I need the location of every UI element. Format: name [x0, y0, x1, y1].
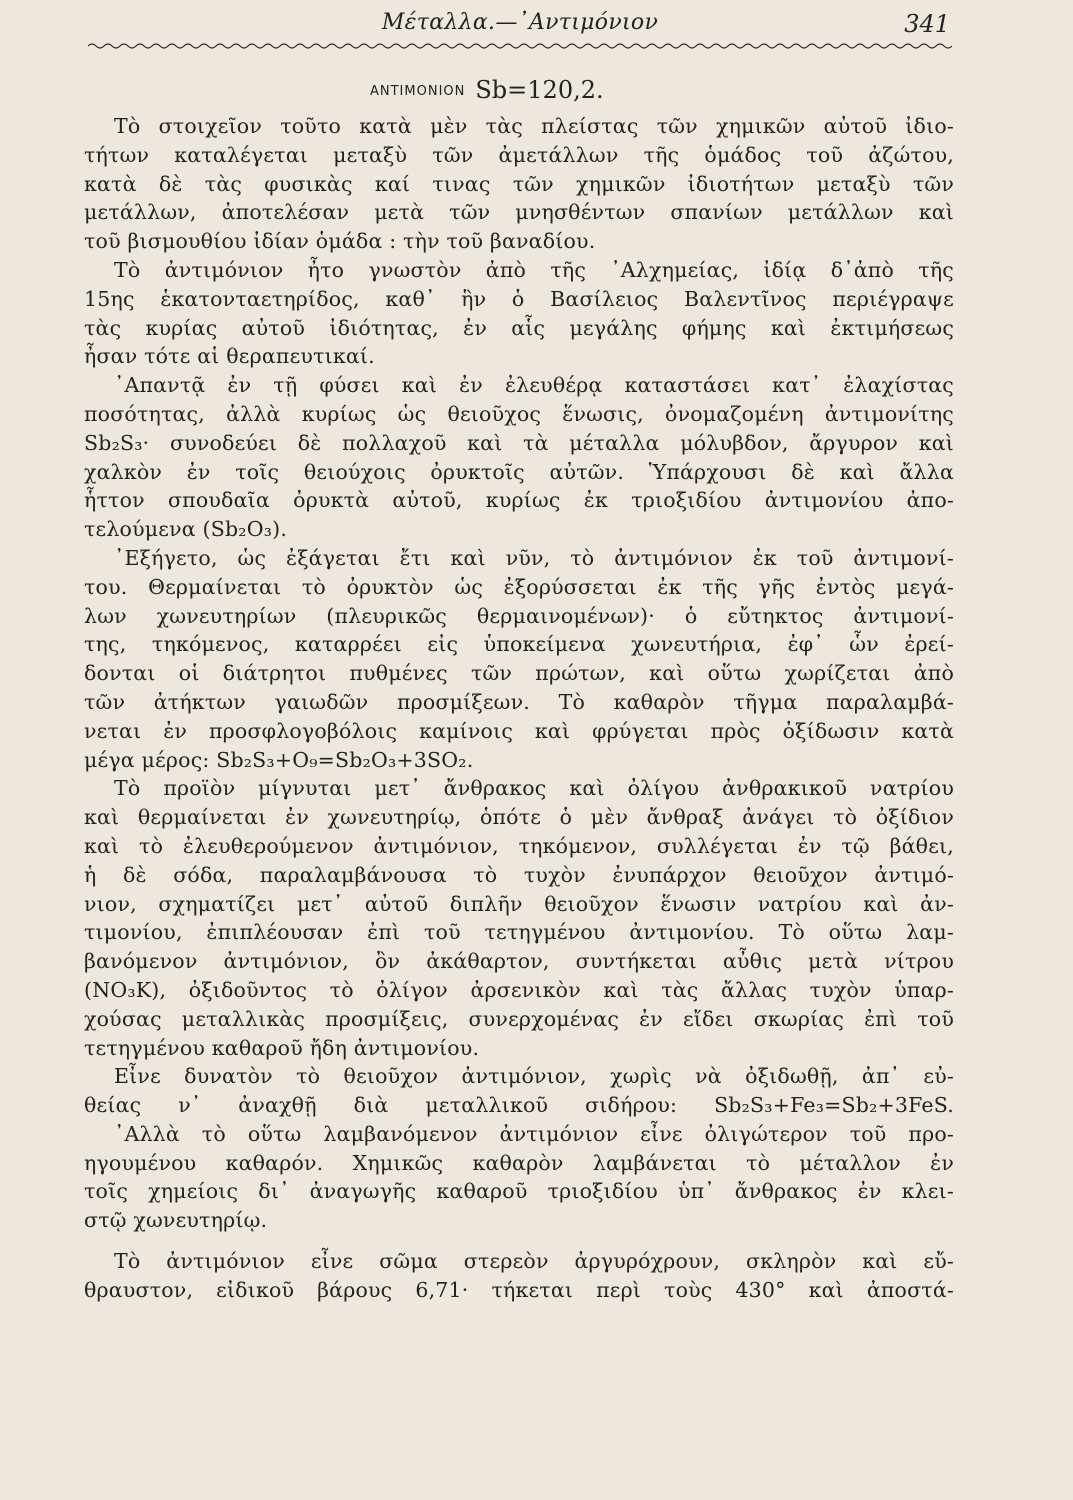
text-line: θραυστον, εἰδικοῦ βάρους 6,71· τήκεται περὶ τοὺς 430° καὶ ἀποστά-: [84, 1277, 954, 1302]
wavy-rule: [88, 40, 952, 52]
text-line: χούσας μεταλλικὰς προσμίξεις, συνερχομένας ἐν εἴδει σκωρίας ἐπὶ τοῦ: [84, 1006, 954, 1031]
text-line: χαλκὸν ἐν τοῖς θειούχοις ὀρυκτοῖς αὐτῶν. Ὑπάρχουσι δὲ καὶ ἄλλα: [84, 459, 954, 484]
text-line: τοῖς χημείοις δι᾿ ἀναγωγῆς καθαροῦ τριοξιδίου ὑπ᾿ ἄνθρακος ἐν κλει-: [84, 1179, 954, 1204]
text-line: τήτων καταλέγεται μεταξὺ τῶν ἀμετάλλων τῆς ὁμάδος τοῦ ἀζώτου,: [84, 142, 954, 167]
text-line: 15ης ἑκατονταετηρίδος, καθ᾿ ἣν ὁ Βασίλειος Βαλεντῖνος περιέγραψε: [84, 286, 954, 311]
text-line: ηγουμένου καθαρόν. Χημικῶς καθαρὸν λαμβάνεται τὸ μέταλλον ἐν: [84, 1150, 954, 1175]
text-line: ᾿Αλλὰ τὸ οὕτω λαμβανόμενον ἀντιμόνιον εἶνε ὀλιγώτερον τοῦ προ-: [114, 1121, 954, 1146]
text-line: τιμονίου, ἐπιπλέουσαν ἐπὶ τοῦ τετηγμένου ἀντιμονίου. Τὸ οὕτω λαμ-: [84, 920, 954, 945]
text-line: ποσότητας, ἀλλὰ κυρίως ὡς θειοῦχος ἕνωσις, ὀνομαζομένη ἀντιμονίτης: [84, 401, 954, 426]
text-line: Εἶνε δυνατὸν τὸ θειοῦχον ἀντιμόνιον, χωρὶς νὰ ὀξιδωθῇ, ἀπ᾿ εὐ-: [114, 1064, 954, 1089]
text-line: δονται οἱ διάτρητοι πυθμένες τῶν πρώτων, καὶ οὕτω χωρίζεται ἀπὸ: [84, 661, 954, 686]
text-line: Τὸ προϊὸν μίγνυται μετ᾿ ἄνθρακος καὶ ὀλίγου ἀνθρακικοῦ νατρίου: [114, 776, 954, 801]
page-number: 341: [904, 10, 950, 38]
text-line: μετάλλων, ἀποτελέσαν μετὰ τῶν μνησθέντων σπανίων μετάλλων καὶ: [84, 200, 954, 225]
text-line: Τὸ ἀντιμόνιον ἦτο γνωστὸν ἀπὸ τῆς ᾿Αλχημείας, ἰδίᾳ δ᾿ἀπὸ τῆς: [114, 257, 954, 282]
section-heading: [370, 76, 604, 104]
text-line: τοῦ βισμουθίου ἰδίαν ὁμάδα : τὴν τοῦ βαναδίου.: [84, 229, 596, 254]
text-line: νεται ἐν προσφλογοβόλοις καμίνοις καὶ φρύγεται πρὸς ὀξίδωσιν κατὰ: [84, 718, 954, 743]
text-line: κατὰ δὲ τὰς φυσικὰς καί τινας τῶν χημικῶν ἰδιοτήτων μεταξὺ τῶν: [84, 171, 954, 196]
text-line: Sb₂S₃· συνοδεύει δὲ πολλαχοῦ καὶ τὰ μέταλλα μόλυβδον, ἄργυρον καὶ: [84, 430, 954, 455]
text-line: νιον, σχηματίζει μετ᾿ αὐτοῦ διπλῆν θειοῦχον ἕνωσιν νατρίου καὶ ἀν-: [84, 891, 954, 916]
text-line: τελούμενα (Sb₂O₃).: [84, 517, 288, 542]
text-line: ᾿Απαντᾷ ἐν τῇ φύσει καὶ ἐν ἐλευθέρᾳ καταστάσει κατ᾿ ἐλαχίστας: [114, 373, 954, 398]
text-line: ἦσαν τότε αἱ θεραπευτικαί.: [84, 344, 375, 369]
running-header: [80, 6, 960, 40]
text-line: ἡ δὲ σόδα, παραλαμβάνουσα τὸ τυχὸν ἐνυπάρχον θειοῦχον ἀντιμό-: [84, 862, 954, 887]
text-line: ᾿Εξήγετο, ὡς ἐξάγεται ἔτι καὶ νῦν, τὸ ἀντιμόνιον ἐκ τοῦ ἀντιμονί-: [114, 545, 954, 570]
text-line: στῷ χωνευτηρίῳ.: [84, 1208, 268, 1233]
text-line: τετηγμένου καθαροῦ ἤδη ἀντιμονίου.: [84, 1035, 480, 1060]
text-line: Τὸ ἀντιμόνιον εἶνε σῶμα στερεὸν ἀργυρόχρουν, σκληρὸν καὶ εὔ-: [114, 1249, 954, 1274]
text-line: τῶν ἀτήκτων γαιωδῶν προσμίξεων. Τὸ καθαρὸν τῆγμα παραλαμβά-: [84, 689, 954, 714]
element-formula: Sb=120,2.: [475, 76, 604, 104]
wavy-rule-line: [88, 44, 952, 48]
text-line: της, τηκόμενος, καταρρέει εἰς ὑποκείμενα χωνευτήρια, ἐφ᾿ ὧν ἐρεί-: [84, 632, 954, 657]
text-line: βανόμενον ἀντιμόνιον, ὂν ἀκάθαρτον, συντήκεται αὖθις μετὰ νίτρου: [84, 949, 954, 974]
text-line: καὶ τὸ ἐλευθερούμενον ἀντιμόνιον, τηκόμενον, συλλέγεται ἐν τῷ βάθει,: [84, 833, 954, 858]
text-line: καὶ θερμαίνεται ἐν χωνευτηρίῳ, ὁπότε ὁ μὲν ἄνθραξ ἀνάγει τὸ ὀξίδιον: [84, 805, 954, 830]
text-line: ἧττον σπουδαῖα ὀρυκτὰ αὐτοῦ, κυρίως ἐκ τριοξιδίου ἀντιμονίου ἀπο-: [84, 488, 954, 513]
body-text: [84, 112, 954, 1305]
element-name: ANTIMONION: [370, 84, 466, 99]
text-line: (NO₃K), ὀξιδοῦντος τὸ ὀλίγον ἀρσενικὸν καὶ τὰς ἄλλας τυχὸν ὑπαρ-: [84, 977, 954, 1002]
running-title: Μέταλλα.—᾿Αντιμόνιον: [381, 10, 659, 35]
text-line: του. Θερμαίνεται τὸ ὀρυκτὸν ὡς ἐξορύσσεται ἐκ τῆς γῆς ἐντὸς μεγά-: [84, 574, 954, 599]
text-line: μέγα μέρος: Sb₂S₃+O₉=Sb₂O₃+3SO₂.: [84, 747, 474, 772]
text-line: λων χωνευτηρίων (πλευρικῶς θερμαινομένων)· ὁ εὔτηκτος ἀντιμονί-: [84, 603, 954, 628]
text-line: τὰς κυρίας αὐτοῦ ἰδιότητας, ἐν αἷς μεγάλης φήμης καὶ ἐκτιμήσεως: [84, 315, 954, 340]
text-line: θείας ν᾿ ἀναχθῇ διὰ μεταλλικοῦ σιδήρου: Sb₂S₃+Fe₃=Sb₂+3FeS.: [84, 1093, 954, 1118]
text-line: Τὸ στοιχεῖον τοῦτο κατὰ μὲν τὰς πλείστας τῶν χημικῶν αὐτοῦ ἰδιο-: [114, 114, 954, 138]
